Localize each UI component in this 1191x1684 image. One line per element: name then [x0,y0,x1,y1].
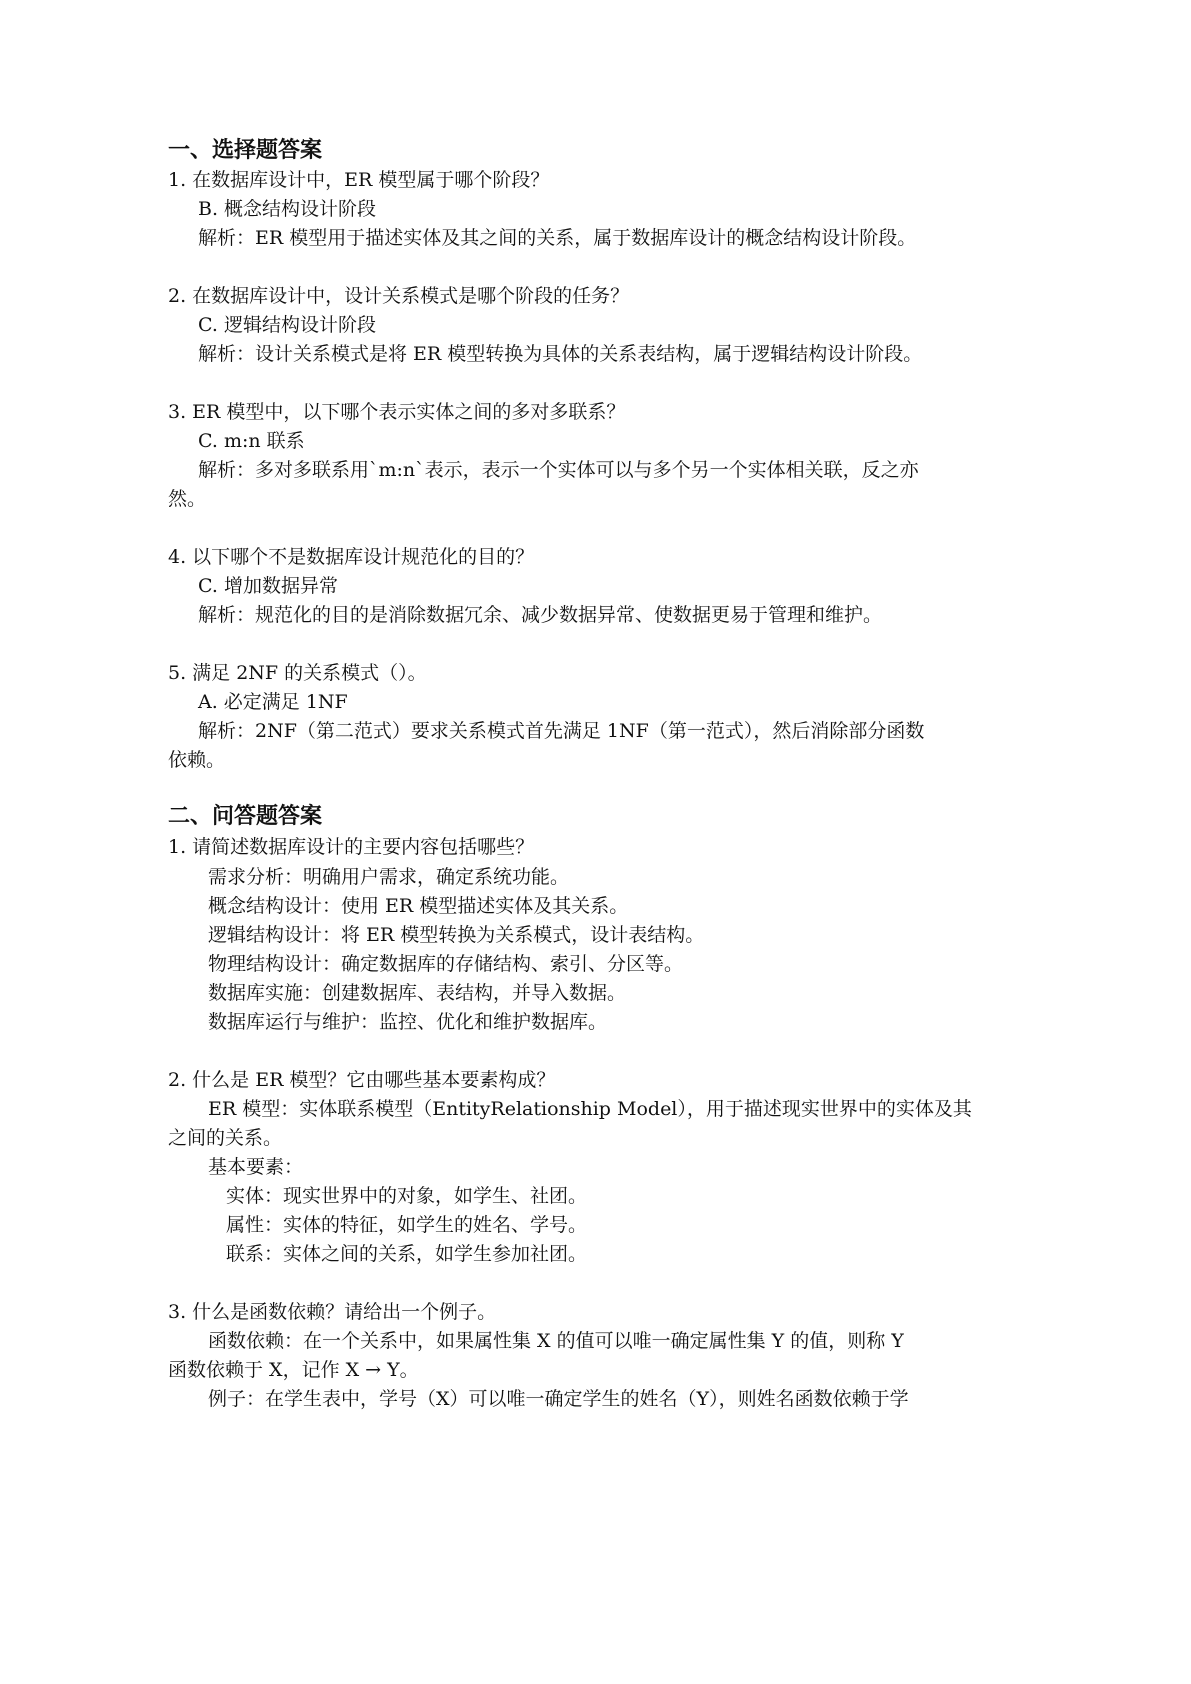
choice-q3-question: 3. ER 模型中，以下哪个表示实体之间的多对多联系？ [168,401,626,423]
qa-q2-element: 联系：实体之间的关系，如学生参加社团。 [226,1243,588,1265]
qa-q3-question: 3. 什么是函数依赖？请给出一个例子。 [168,1301,497,1323]
qa-q2-definition-line2: 之间的关系。 [168,1127,283,1149]
qa-q1-item: 数据库运行与维护：监控、优化和维护数据库。 [208,1011,608,1033]
qa-q2-element: 属性：实体的特征，如学生的姓名、学号。 [226,1214,588,1236]
qa-q2-question: 2. 什么是 ER 模型？它由哪些基本要素构成？ [168,1069,556,1091]
choice-q1-question: 1. 在数据库设计中，ER 模型属于哪个阶段？ [168,169,550,191]
choice-q3-analysis-line1: 解析：多对多联系用`m:n`表示，表示一个实体可以与多个另一个实体相关联，反之亦 [198,459,919,481]
qa-q1-item: 概念结构设计：使用 ER 模型描述实体及其关系。 [208,895,629,917]
choice-q4-analysis: 解析：规范化的目的是消除数据冗余、减少数据异常、使数据更易于管理和维护。 [198,604,883,626]
choice-q5-question: 5. 满足 2NF 的关系模式（）。 [168,662,427,684]
choice-q2-question: 2. 在数据库设计中，设计关系模式是哪个阶段的任务？ [168,285,630,307]
choice-q5-answer: A. 必定满足 1NF [198,691,348,713]
choice-q5-analysis-line2: 依赖。 [168,749,226,771]
section1-heading: 一、选择题答案 [168,138,323,163]
qa-q3-example-line1: 例子：在学生表中，学号（X）可以唯一确定学生的姓名（Y），则姓名函数依赖于学 [208,1388,909,1410]
choice-q2-analysis: 解析：设计关系模式是将 ER 模型转换为具体的关系表结构，属于逻辑结构设计阶段。 [198,343,923,365]
qa-q1-question: 1. 请简述数据库设计的主要内容包括哪些？ [168,836,535,858]
qa-q1-item: 需求分析：明确用户需求，确定系统功能。 [208,866,570,888]
qa-q1-item: 数据库实施：创建数据库、表结构，并导入数据。 [208,982,627,1004]
qa-q2-definition-line1: ER 模型：实体联系模型（EntityRelationship Model），用于描述现实世界中的实体及其 [208,1098,972,1120]
qa-q3-definition-line2: 函数依赖于 X，记作 X → Y。 [168,1359,419,1381]
choice-q2-answer: C. 逻辑结构设计阶段 [198,314,376,336]
choice-q4-answer: C. 增加数据异常 [198,575,338,597]
qa-q3-definition-line1: 函数依赖：在一个关系中，如果属性集 X 的值可以唯一确定属性集 Y 的值，则称 Y [208,1330,904,1352]
choice-q1-answer: B. 概念结构设计阶段 [198,198,377,220]
section2-heading: 二、问答题答案 [168,804,323,829]
choice-q5-analysis-line1: 解析：2NF（第二范式）要求关系模式首先满足 1NF（第一范式），然后消除部分函数 [198,720,925,742]
choice-q3-analysis-line2: 然。 [168,488,207,510]
qa-q2-element: 实体：现实世界中的对象，如学生、社团。 [226,1185,588,1207]
qa-q1-item: 物理结构设计：确定数据库的存储结构、索引、分区等。 [208,953,684,975]
qa-q2-elements-label: 基本要素： [208,1156,304,1178]
choice-q4-question: 4. 以下哪个不是数据库设计规范化的目的？ [168,546,535,568]
choice-q3-answer: C. m:n 联系 [198,430,305,452]
qa-q1-item: 逻辑结构设计：将 ER 模型转换为关系模式，设计表结构。 [208,924,705,946]
choice-q1-analysis: 解析：ER 模型用于描述实体及其之间的关系，属于数据库设计的概念结构设计阶段。 [198,227,917,249]
